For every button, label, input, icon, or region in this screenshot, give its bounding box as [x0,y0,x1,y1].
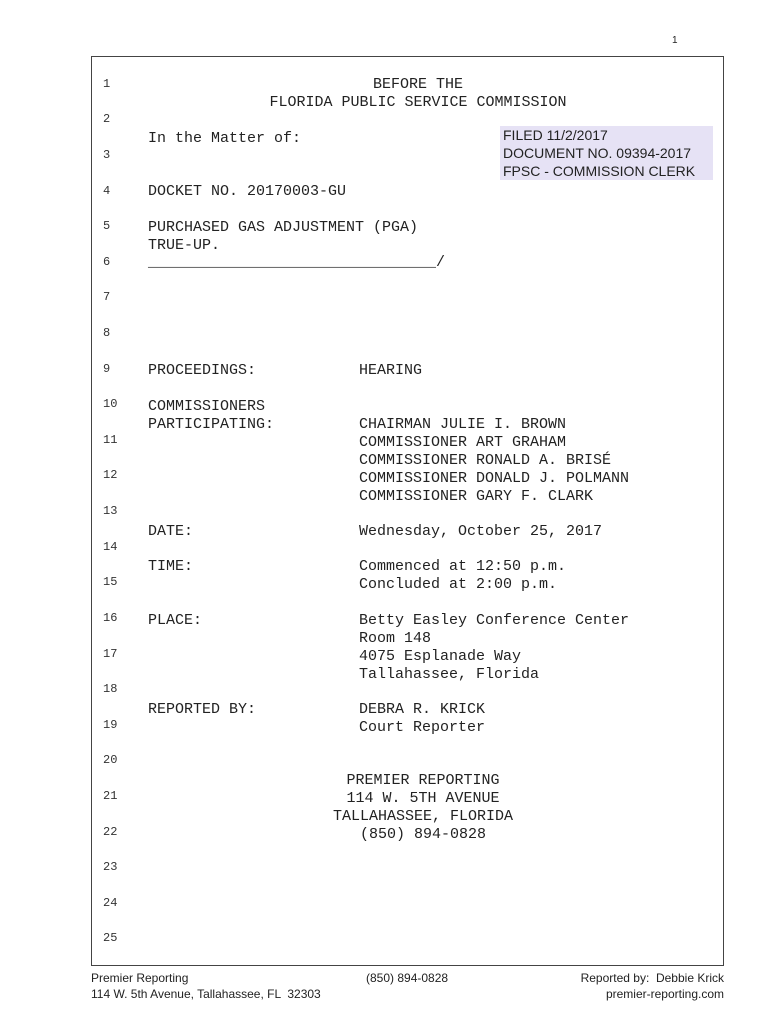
page-number: 1 [672,35,678,46]
reporter-name: DEBRA R. KRICK [359,701,486,718]
case-title-line-1: PURCHASED GAS ADJUSTMENT (PGA) [148,219,419,236]
stamp-document: DOCUMENT NO. 09394-2017 [503,145,692,161]
line-number: 11 [103,433,118,447]
place-label: PLACE: [148,612,203,629]
line-number: 9 [103,362,111,376]
docket-number: DOCKET NO. 20170003-GU [148,183,347,200]
line-number: 5 [103,219,111,233]
line-number: 21 [103,789,118,803]
line-number: 23 [103,860,118,874]
matter-label: In the Matter of: [148,130,302,147]
stamp-filed: FILED 11/2/2017 [503,127,608,143]
line-number: 13 [103,504,118,518]
line-number: 4 [103,184,111,198]
heading-line-1: BEFORE THE [372,76,463,93]
commissioners-label-1: COMMISSIONERS [148,398,266,415]
line-number: 14 [103,540,118,554]
line-number: 8 [103,326,111,340]
reported-by-label: REPORTED BY: [148,701,257,718]
heading-line-2: FLORIDA PUBLIC SERVICE COMMISSION [269,94,567,111]
line-number: 17 [103,647,118,661]
firm-phone: (850) 894-0828 [359,826,487,843]
commissioner-name: COMMISSIONER GARY F. CLARK [359,488,594,505]
line-number: 12 [103,468,118,482]
proceedings-label: PROCEEDINGS: [148,362,257,379]
filing-stamp [500,126,713,180]
commissioner-name: COMMISSIONER DONALD J. POLMANN [359,470,630,487]
line-number: 25 [103,931,118,945]
case-title-line-2: TRUE-UP. [148,237,221,254]
line-number: 1 [103,77,111,91]
reporter-title: Court Reporter [359,719,486,736]
line-number: 6 [103,255,111,269]
commissioner-name: CHAIRMAN JULIE I. BROWN [359,416,567,433]
date-label: DATE: [148,523,194,540]
place-line: Room 148 [359,630,432,647]
line-number: 22 [103,825,118,839]
commissioner-name: COMMISSIONER RONALD A. BRISÉ [359,452,612,469]
date-value: Wednesday, October 25, 2017 [359,523,603,540]
line-number: 10 [103,397,118,411]
firm-name: PREMIER REPORTING [346,772,500,789]
line-number: 18 [103,682,118,696]
footer-reporter: Reported by: Debbie Krick [580,971,724,985]
time-commenced: Commenced at 12:50 p.m. [359,558,567,575]
commissioner-name: COMMISSIONER ART GRAHAM [359,434,567,451]
line-number: 24 [103,896,118,910]
footer-phone: (850) 894-0828 [366,971,449,985]
place-line: Betty Easley Conference Center [359,612,630,629]
line-number: 2 [103,112,111,126]
footer-firm-name: Premier Reporting [91,971,189,985]
firm-address-1: 114 W. 5TH AVENUE [346,790,500,807]
line-number: 16 [103,611,118,625]
footer-firm-address: 114 W. 5th Avenue, Tallahassee, FL 32303 [91,987,321,1001]
line-number: 19 [103,718,118,732]
line-number: 20 [103,753,118,767]
line-number: 7 [103,290,111,304]
commissioners-label-2: PARTICIPATING: [148,416,275,433]
case-title-rule: ________________________________/ [148,254,446,271]
stamp-clerk: FPSC - COMMISSION CLERK [503,163,696,179]
line-number: 3 [103,148,111,162]
footer-website: premier-reporting.com [605,987,724,1001]
time-concluded: Concluded at 2:00 p.m. [359,576,558,593]
firm-address-2: TALLAHASSEE, FLORIDA [332,808,514,825]
proceedings-value: HEARING [359,362,423,379]
line-number: 15 [103,575,118,589]
place-line: Tallahassee, Florida [359,666,540,683]
place-line: 4075 Esplanade Way [359,648,522,665]
time-label: TIME: [148,558,194,575]
